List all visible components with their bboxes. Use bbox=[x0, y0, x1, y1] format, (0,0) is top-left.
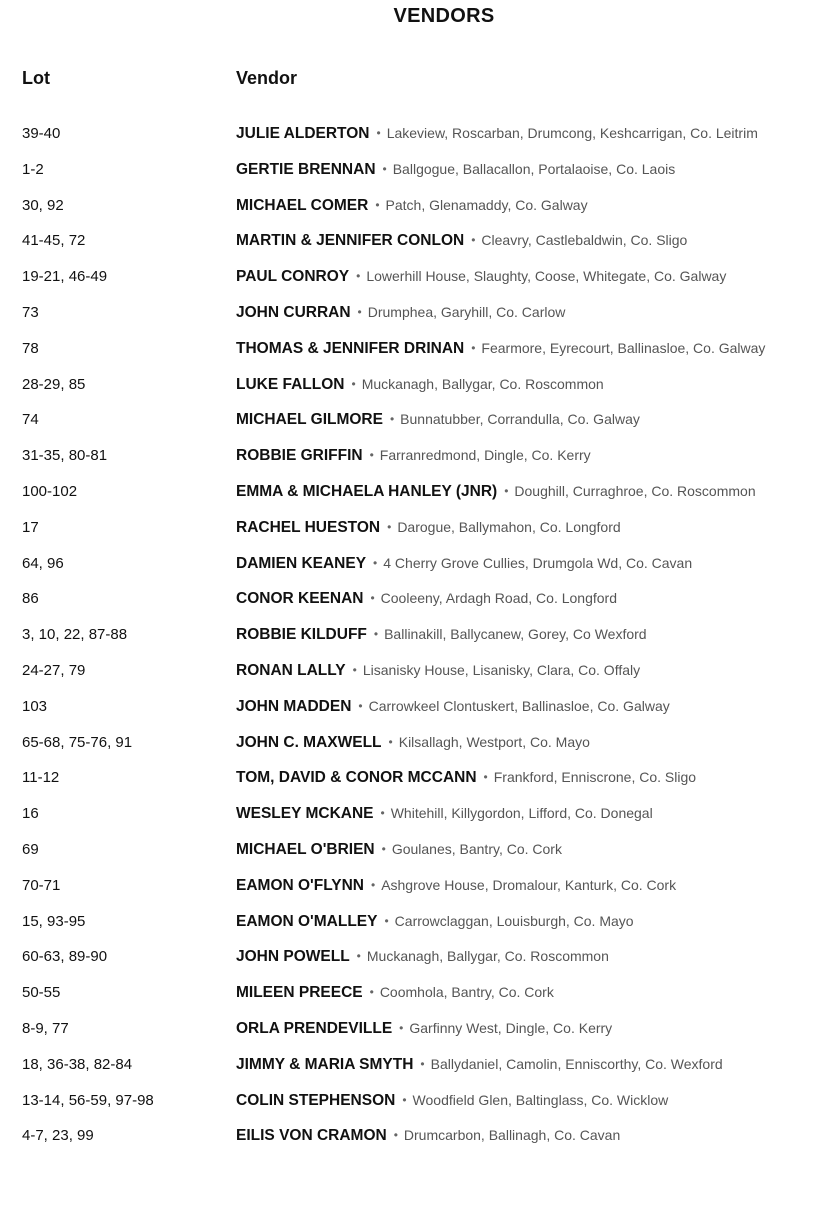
bullet-separator: • bbox=[351, 376, 356, 391]
vendor-address: Lisanisky House, Lisanisky, Clara, Co. Offaly bbox=[362, 661, 641, 678]
vendor-name: MICHAEL GILMORE bbox=[236, 411, 383, 429]
lot-number: 41-45, 72 bbox=[22, 232, 86, 250]
vendor-address: Lowerhill House, Slaughty, Coose, Whitegate, Co. Galway bbox=[366, 268, 727, 285]
vendor-name: EILIS VON CRAMON bbox=[236, 1127, 387, 1145]
vendor-address: Bunnatubber, Corrandulla, Co. Galway bbox=[400, 411, 640, 428]
vendor-row bbox=[0, 368, 834, 404]
bullet-separator: • bbox=[471, 340, 476, 355]
page-title: VENDORS bbox=[393, 5, 495, 27]
vendor-name: RACHEL HUESTON bbox=[236, 518, 381, 536]
vendor-entry bbox=[236, 161, 675, 179]
vendor-row bbox=[0, 511, 834, 547]
vendor-name: THOMAS & JENNIFER DRINAN bbox=[236, 339, 465, 357]
bullet-separator: • bbox=[352, 662, 357, 677]
vendor-entry bbox=[236, 1056, 723, 1074]
vendor-entry bbox=[236, 483, 756, 501]
vendor-address: Ashgrove House, Dromalour, Kanturk, Co. Cork bbox=[381, 876, 677, 893]
lot-number: 74 bbox=[22, 411, 39, 429]
vendor-row bbox=[0, 761, 834, 797]
vendor-address: Whitehill, Killygordon, Lifford, Co. Donegal bbox=[390, 805, 653, 822]
vendor-name: TOM, DAVID & CONOR MCCANN bbox=[236, 769, 477, 787]
vendor-row bbox=[0, 582, 834, 618]
vendor-row bbox=[0, 1048, 834, 1084]
vendor-address: Muckanagh, Ballygar, Co. Roscommon bbox=[366, 948, 609, 965]
vendor-name: ROBBIE KILDUFF bbox=[236, 626, 367, 644]
bullet-separator: • bbox=[356, 949, 361, 964]
vendor-entry bbox=[236, 698, 670, 716]
vendor-name: DAMIEN KEANEY bbox=[236, 554, 367, 572]
bullet-separator: • bbox=[483, 770, 488, 785]
vendor-entry bbox=[236, 805, 653, 823]
lot-number: 18, 36-38, 82-84 bbox=[22, 1055, 133, 1073]
vendor-address: Coomhola, Bantry, Co. Cork bbox=[379, 984, 554, 1001]
lot-number: 100-102 bbox=[22, 482, 78, 500]
bullet-separator: • bbox=[399, 1020, 404, 1035]
bullet-separator: • bbox=[370, 877, 376, 892]
vendor-entry bbox=[236, 1127, 620, 1145]
bullet-separator: • bbox=[375, 197, 380, 212]
bullet-separator: • bbox=[389, 412, 395, 427]
lot-number: 13-14, 56-59, 97-98 bbox=[22, 1091, 154, 1109]
vendor-address: 4 Cherry Grove Cullies, Drumgola Wd, Co. Cavan bbox=[383, 554, 693, 571]
bullet-separator: • bbox=[369, 448, 374, 463]
vendor-name: EMMA & MICHAELA HANLEY (JNR) bbox=[236, 482, 498, 500]
bullet-separator: • bbox=[358, 698, 363, 713]
vendor-entry bbox=[236, 232, 687, 250]
vendor-name: RONAN LALLY bbox=[236, 661, 346, 679]
vendor-name: MILEEN PREECE bbox=[236, 984, 363, 1002]
vendor-address: Lakeview, Roscarban, Drumcong, Keshcarrigan, Co. Leitrim bbox=[386, 125, 758, 141]
vendor-name: JOHN C. MAXWELL bbox=[236, 733, 382, 751]
vendor-row bbox=[0, 833, 834, 869]
vendor-entry bbox=[236, 125, 758, 143]
vendor-name: MARTIN & JENNIFER CONLON bbox=[236, 232, 465, 250]
vendor-column-header: Vendor bbox=[236, 68, 298, 88]
vendor-entry bbox=[236, 197, 588, 215]
bullet-separator: • bbox=[388, 734, 393, 749]
vendor-name: ROBBIE GRIFFIN bbox=[236, 447, 363, 465]
bullet-separator: • bbox=[393, 1128, 398, 1143]
vendor-address: Frankford, Enniscrone, Co. Sligo bbox=[493, 769, 697, 786]
vendor-entry bbox=[236, 913, 634, 931]
vendor-address: Muckanagh, Ballygar, Co. Roscommon bbox=[361, 375, 604, 392]
vendor-address: Garfinny West, Dingle, Co. Kerry bbox=[409, 1019, 613, 1036]
lot-number: 1-2 bbox=[22, 160, 44, 178]
bullet-separator: • bbox=[387, 519, 392, 534]
lot-number: 30, 92 bbox=[22, 196, 64, 214]
vendor-name: COLIN STEPHENSON bbox=[236, 1091, 396, 1109]
vendor-name: GERTIE BRENNAN bbox=[236, 160, 376, 178]
vendor-row bbox=[0, 1119, 834, 1155]
vendor-row bbox=[0, 475, 834, 511]
vendor-address: Drumcarbon, Ballinagh, Co. Cavan bbox=[403, 1127, 621, 1144]
vendor-name: JULIE ALDERTON bbox=[236, 125, 370, 142]
vendor-entry bbox=[236, 1020, 612, 1038]
vendor-address: Cooleeny, Ardagh Road, Co. Longford bbox=[380, 590, 618, 607]
vendor-entry bbox=[236, 877, 676, 895]
vendor-address: Fearmore, Eyrecourt, Ballinasloe, Co. Galway bbox=[481, 339, 766, 356]
vendor-address: Patch, Glenamaddy, Co. Galway bbox=[385, 196, 588, 213]
vendor-row bbox=[0, 189, 834, 225]
vendor-list bbox=[0, 117, 834, 1155]
lot-number: 60-63, 89-90 bbox=[22, 948, 108, 966]
vendor-name: EAMON O'MALLEY bbox=[236, 912, 378, 930]
vendor-entry bbox=[236, 734, 590, 752]
lot-number: 86 bbox=[22, 590, 39, 608]
vendor-address: Doughill, Curraghroe, Co. Roscommon bbox=[514, 482, 756, 499]
vendor-address: Carrowclaggan, Louisburgh, Co. Mayo bbox=[394, 912, 634, 929]
vendor-name: JOHN POWELL bbox=[236, 948, 350, 966]
lot-number: 78 bbox=[22, 339, 39, 357]
vendor-name: JOHN CURRAN bbox=[236, 303, 351, 321]
vendor-entry bbox=[236, 411, 640, 429]
lot-number: 11-12 bbox=[22, 769, 60, 787]
vendor-entry bbox=[236, 841, 562, 859]
lot-number: 28-29, 85 bbox=[22, 375, 86, 393]
vendor-address: Carrowkeel Clontuskert, Ballinasloe, Co. Galway bbox=[368, 697, 670, 714]
vendor-address: Cleavry, Castlebaldwin, Co. Sligo bbox=[481, 232, 688, 249]
vendor-address: Kilsallagh, Westport, Co. Mayo bbox=[398, 733, 590, 750]
vendor-row bbox=[0, 1012, 834, 1048]
lot-number: 17 bbox=[22, 518, 39, 536]
lot-number: 70-71 bbox=[22, 876, 61, 894]
bullet-separator: • bbox=[369, 985, 374, 1000]
lot-number: 39-40 bbox=[22, 125, 61, 142]
bullet-separator: • bbox=[381, 841, 386, 856]
vendor-name: WESLEY MCKANE bbox=[236, 805, 374, 823]
vendor-entry bbox=[236, 948, 609, 966]
vendor-name: PAUL CONROY bbox=[236, 268, 350, 286]
bullet-separator: • bbox=[504, 483, 509, 498]
vendor-row bbox=[0, 153, 834, 189]
vendor-row bbox=[0, 976, 834, 1012]
vendor-row bbox=[0, 332, 834, 368]
bullet-separator: • bbox=[370, 591, 375, 606]
bullet-separator: • bbox=[356, 269, 361, 284]
vendor-row bbox=[0, 618, 834, 654]
vendor-address: Ballgogue, Ballacallon, Portalaoise, Co. Laois bbox=[392, 160, 676, 177]
vendor-entry bbox=[236, 268, 726, 286]
vendor-row bbox=[0, 1084, 834, 1120]
vendor-row bbox=[0, 296, 834, 332]
bullet-separator: • bbox=[357, 304, 362, 319]
vendor-name: JIMMY & MARIA SMYTH bbox=[236, 1055, 414, 1073]
vendor-entry bbox=[236, 662, 640, 680]
vendor-address: Ballinakill, Ballycanew, Gorey, Co Wexford bbox=[384, 626, 647, 643]
bullet-separator: • bbox=[384, 913, 389, 928]
vendor-row bbox=[0, 403, 834, 439]
vendor-row bbox=[0, 797, 834, 833]
vendor-entry bbox=[236, 984, 554, 1002]
lot-number: 50-55 bbox=[22, 984, 61, 1002]
bullet-separator: • bbox=[373, 555, 378, 570]
vendor-row bbox=[0, 547, 834, 583]
vendor-row bbox=[0, 260, 834, 296]
lot-number: 24-27, 79 bbox=[22, 661, 86, 679]
vendor-name: CONOR KEENAN bbox=[236, 590, 364, 608]
lot-number: 8-9, 77 bbox=[22, 1019, 69, 1037]
vendor-name: LUKE FALLON bbox=[236, 375, 345, 393]
lot-number: 65-68, 75-76, 91 bbox=[22, 733, 133, 751]
vendor-name: ORLA PRENDEVILLE bbox=[236, 1019, 393, 1037]
vendor-row bbox=[0, 439, 834, 475]
vendor-row bbox=[0, 690, 834, 726]
vendor-entry bbox=[236, 626, 647, 644]
vendor-entry bbox=[236, 304, 565, 322]
bullet-separator: • bbox=[380, 806, 385, 821]
lot-number: 64, 96 bbox=[22, 554, 64, 572]
bullet-separator: • bbox=[402, 1092, 407, 1107]
lot-number: 4-7, 23, 99 bbox=[22, 1127, 94, 1145]
vendor-row bbox=[0, 869, 834, 905]
lot-column-header: Lot bbox=[22, 68, 50, 88]
vendor-entry bbox=[236, 519, 621, 537]
bullet-separator: • bbox=[471, 233, 476, 248]
lot-number: 69 bbox=[22, 840, 39, 858]
vendor-address: Drumphea, Garyhill, Co. Carlow bbox=[367, 303, 566, 320]
vendor-row bbox=[0, 654, 834, 690]
lot-number: 19-21, 46-49 bbox=[22, 268, 108, 286]
vendor-entry bbox=[236, 376, 604, 394]
vendor-name: MICHAEL COMER bbox=[236, 196, 369, 214]
vendor-row bbox=[0, 224, 834, 260]
vendor-entry bbox=[236, 340, 765, 358]
vendor-entry bbox=[236, 769, 696, 787]
bullet-separator: • bbox=[373, 627, 379, 642]
lot-number: 16 bbox=[22, 805, 39, 823]
vendor-name: EAMON O'FLYNN bbox=[236, 876, 364, 894]
vendor-row bbox=[0, 117, 834, 153]
vendor-address: Woodfield Glen, Baltinglass, Co. Wicklow bbox=[412, 1091, 669, 1108]
bullet-separator: • bbox=[420, 1056, 425, 1071]
vendor-name: MICHAEL O'BRIEN bbox=[236, 840, 375, 858]
vendor-name: JOHN MADDEN bbox=[236, 697, 352, 715]
vendor-address: Farranredmond, Dingle, Co. Kerry bbox=[379, 447, 591, 464]
lot-number: 103 bbox=[22, 697, 48, 715]
vendor-entry bbox=[236, 590, 617, 608]
vendor-address: Darogue, Ballymahon, Co. Longford bbox=[397, 518, 621, 535]
bullet-separator: • bbox=[376, 126, 381, 140]
vendor-row bbox=[0, 905, 834, 941]
vendor-entry bbox=[236, 1092, 668, 1110]
vendor-row bbox=[0, 726, 834, 762]
vendor-address: Goulanes, Bantry, Co. Cork bbox=[391, 840, 562, 857]
vendor-entry bbox=[236, 447, 591, 465]
bullet-separator: • bbox=[382, 161, 387, 176]
lot-number: 31-35, 80-81 bbox=[22, 447, 108, 465]
lot-number: 3, 10, 22, 87-88 bbox=[22, 626, 128, 644]
vendor-row bbox=[0, 940, 834, 976]
lot-number: 15, 93-95 bbox=[22, 912, 86, 930]
vendor-entry bbox=[236, 555, 692, 573]
vendor-address: Ballydaniel, Camolin, Enniscorthy, Co. Wexford bbox=[430, 1055, 723, 1072]
lot-number: 73 bbox=[22, 303, 39, 321]
